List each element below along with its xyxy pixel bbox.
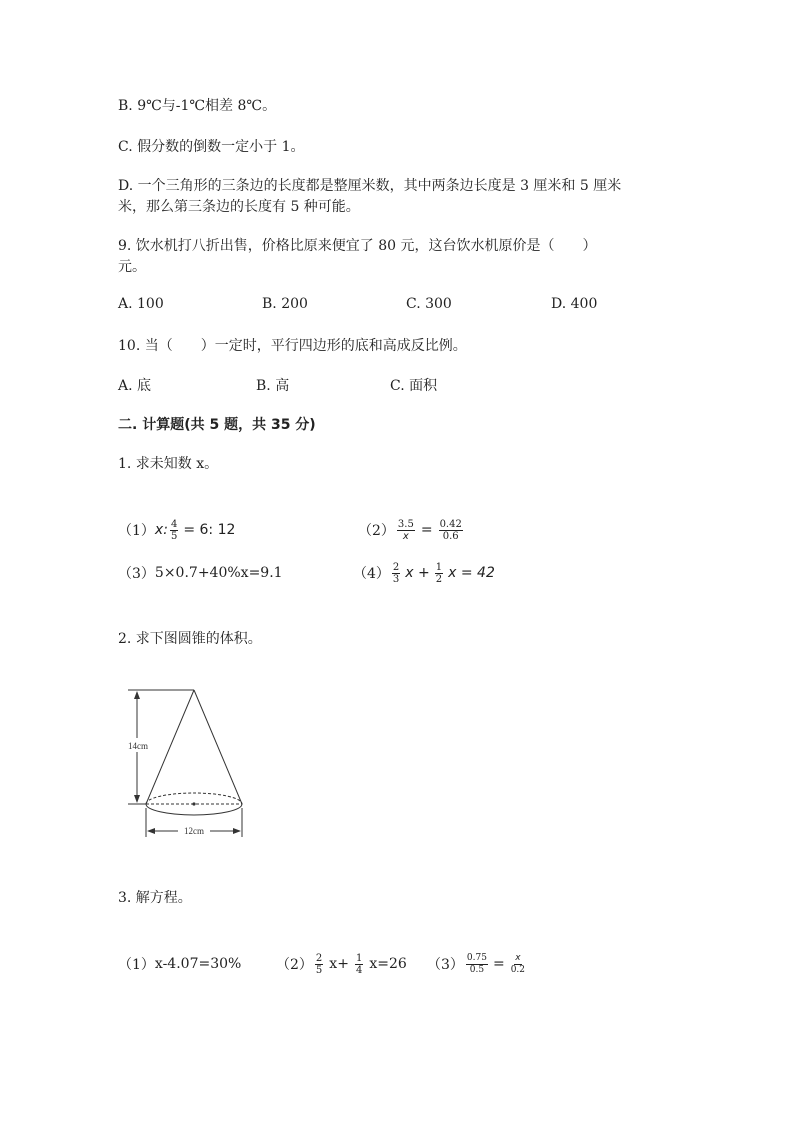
eq-term: x = 42 [448, 565, 495, 581]
eq-label: （2） [358, 523, 395, 539]
eq-label: （4） [353, 566, 390, 582]
p1-equation-4 [353, 558, 495, 588]
p3-equation-3 [427, 950, 528, 978]
q8-option-d-line1: D. 一个三角形的三条边的长度都是整厘米数，其中两条边长度是 3 厘米和 5 厘米 [118, 178, 622, 194]
q9-stem-line1: 9. 饮水机打八折出售，价格比原来便宜了 80 元，这台饮水机原价是（ ） [118, 238, 597, 254]
fraction [466, 953, 488, 976]
fraction-numerator: 2 [315, 952, 323, 964]
eq-label: （3） [427, 957, 464, 973]
equals-sign: = [420, 522, 433, 538]
cone-center-point [192, 802, 195, 805]
q9-option-d: D. 400 [551, 296, 598, 312]
eq-label: （1） [118, 523, 155, 539]
diameter-arrow-left-icon [147, 828, 155, 834]
height-arrow-up-icon [134, 691, 140, 699]
p3-equation-2 [276, 950, 407, 978]
eq-term: x=26 [369, 956, 407, 972]
q9-option-b: B. 200 [262, 296, 308, 312]
eq-label: （1） [118, 957, 155, 973]
eq-label: （2） [276, 957, 313, 973]
cone-right-side [194, 690, 242, 804]
height-arrow-down-icon [134, 795, 140, 803]
eq-term: x + [405, 565, 430, 581]
cone-figure [118, 680, 258, 840]
fraction-denominator: 0.6 [442, 530, 459, 542]
fraction [510, 953, 526, 976]
diameter-arrow-right-icon [233, 828, 241, 834]
fraction [315, 953, 323, 976]
cone-base-back [146, 793, 242, 804]
diameter-label: 12cm [184, 826, 204, 836]
p3-equation-1 [118, 953, 241, 975]
fraction-denominator: 5 [315, 964, 323, 976]
q8-option-d-line2: 米，那么第三条边的长度有 5 种可能。 [118, 199, 360, 215]
q10-option-c: C. 面积 [390, 378, 438, 394]
eq-text: 5×0.7+40%x=9.1 [154, 565, 283, 581]
q8-option-b: B. 9℃与-1℃相差 8℃。 [118, 98, 277, 114]
height-label: 14cm [128, 741, 148, 751]
fraction-numerator: 0.75 [466, 952, 487, 963]
p2-stem: 2. 求下图圆锥的体积。 [118, 631, 262, 647]
fraction [392, 562, 400, 585]
fraction-denominator: x [402, 530, 409, 542]
fraction [355, 953, 363, 976]
eq-rest: = 6: 12 [183, 522, 236, 538]
fraction-numerator: 4 [170, 518, 178, 530]
eq-var: x: [154, 522, 168, 538]
section-heading: 二. 计算题(共 5 题，共 35 分) [118, 417, 316, 433]
p1-stem: 1. 求未知数 x。 [118, 456, 219, 472]
p1-equation-1 [118, 514, 235, 546]
q8-option-c: C. 假分数的倒数一定小于 1。 [118, 139, 305, 155]
p3-stem: 3. 解方程。 [118, 890, 192, 906]
equals-sign: = [492, 956, 505, 972]
fraction-denominator: 2 [435, 573, 443, 585]
fraction-denominator: 5 [170, 530, 178, 542]
q9-option-c: C. 300 [406, 296, 452, 312]
cone-base-front [146, 804, 242, 815]
fraction-denominator: 3 [392, 573, 400, 585]
p1-equation-3 [118, 562, 283, 584]
fraction-numerator: 0.42 [439, 518, 462, 530]
fraction-numerator: 1 [355, 952, 363, 964]
fraction [435, 562, 443, 585]
p1-equation-2 [358, 512, 465, 548]
fraction-numerator: x [515, 952, 521, 963]
fraction-denominator: 0.2 [510, 964, 526, 975]
cone-left-side [146, 690, 194, 804]
q9-stem-line2: 元。 [118, 259, 146, 275]
fraction [170, 519, 178, 542]
q10-stem: 10. 当（ ）一定时，平行四边形的底和高成反比例。 [118, 338, 467, 354]
fraction-numerator: 3.5 [397, 518, 414, 530]
q10-option-b: B. 高 [256, 378, 290, 394]
fraction [397, 519, 415, 542]
fraction-numerator: 2 [392, 561, 400, 573]
eq-label: （3） [118, 566, 155, 582]
q9-option-a: A. 100 [118, 296, 164, 312]
fraction-denominator: 4 [355, 964, 363, 976]
q10-option-a: A. 底 [118, 378, 152, 394]
eq-term: x+ [329, 956, 349, 972]
fraction-denominator: 0.5 [469, 964, 485, 975]
fraction-numerator: 1 [435, 561, 443, 573]
eq-text: x-4.07=30% [154, 956, 242, 972]
fraction [439, 519, 463, 542]
